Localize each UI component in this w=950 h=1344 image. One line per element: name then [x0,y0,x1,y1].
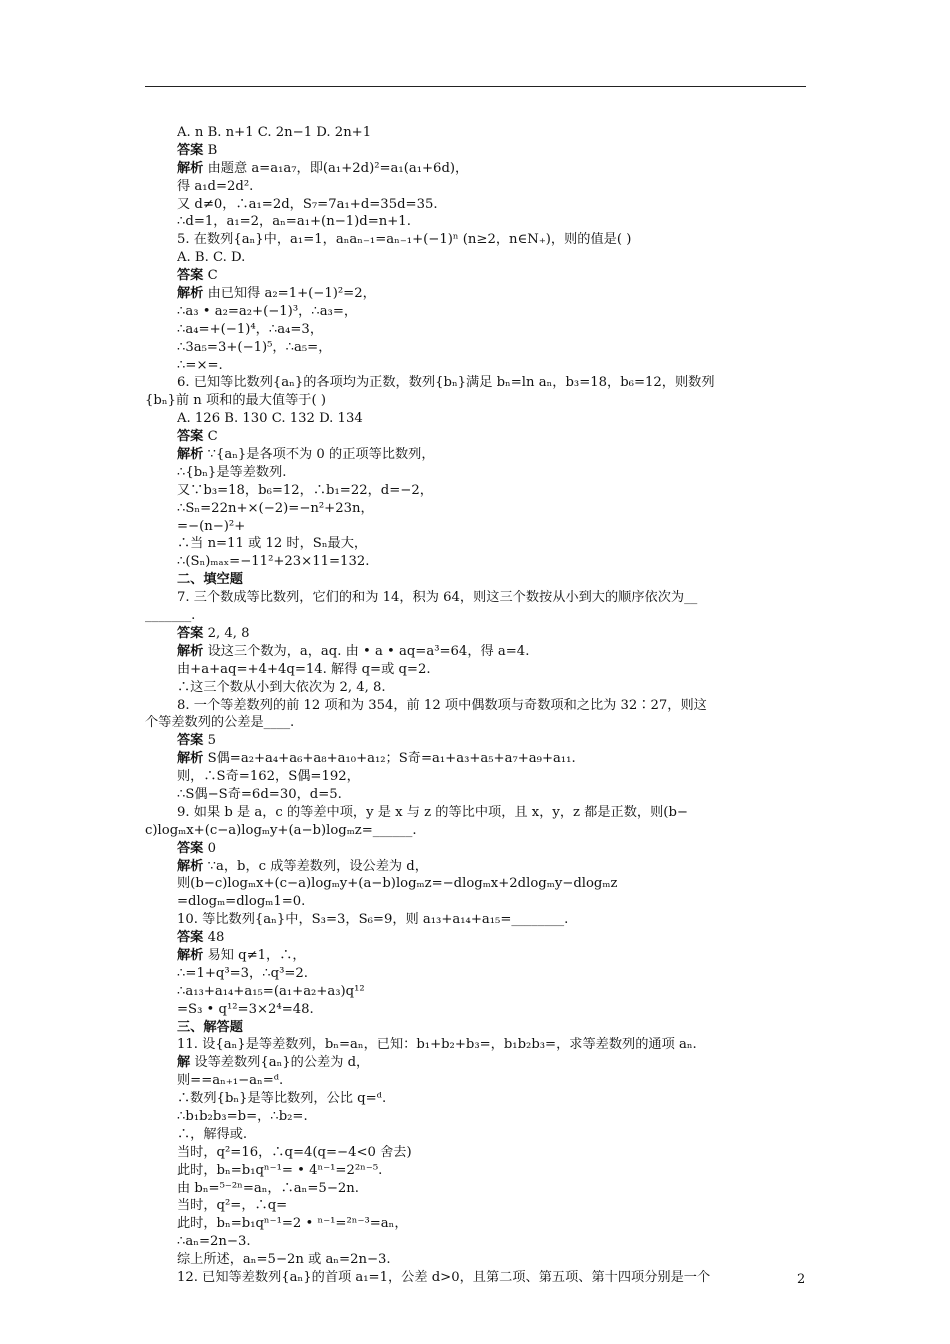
text-line [177,1019,807,1037]
label-keyword: 答案 [177,268,204,284]
label-value: 48 [203,930,225,946]
label-keyword: 解析 [177,858,204,874]
text-line: 则(b−c)logₘx+(c−a)logₘy+(a−b)logₘz=−dlogₘx+2dlogₘy−dlogₘz [177,876,618,892]
text-line: 8. 一个等差数列的前 12 项和为 354，前 12 项中偶数项与奇数项和之比为 32∶27，则这 [177,697,707,713]
text-line: ∴d=1，a₁=2，aₙ=a₁+(n−1)d=n+1. [177,214,411,230]
text-line: _______. [145,608,196,624]
text-line: 得 a₁d=2d². [177,178,254,194]
text-line [177,947,807,965]
text-line [177,267,807,285]
label-keyword: 解析 [177,447,204,463]
label-value: C [203,429,218,445]
text-line: 个等差数列的公差是____. [145,715,295,731]
text-line: 由+a+aq=+4+4q=14. 解得 q=或 q=2. [177,661,431,677]
label-value: C [203,268,218,284]
text-line [177,571,807,589]
text-line [177,750,807,768]
text-line: ∴a₁₃+a₁₄+a₁₅=(a₁+a₂+a₃)q¹² [177,983,365,999]
text-line: ∴S偶−S奇=6d=30，d=5. [177,786,342,802]
text-line [177,285,807,303]
label-value: 0 [203,840,216,856]
text-line: A. 126 B. 130 C. 132 D. 134 [177,411,363,427]
label-keyword: 答案 [177,142,204,158]
text-line: 则==aₙ₊₁−aₙ=ᵈ. [177,1073,284,1089]
text-line: ∴(Sₙ)ₘₐₓ=−11²+23×11=132. [177,554,370,570]
label-value: 易知 q≠1，∴， [203,947,306,963]
label-keyword: 答案 [177,840,204,856]
header-rule [145,86,806,87]
text-line: A. B. C. D. [177,250,246,266]
text-line: c)logₘx+(c−a)logₘy+(a−b)logₘz=______. [145,822,417,838]
text-line: ∴Sₙ=22n+×(−2)=−n²+23n， [177,500,374,516]
text-line [177,160,807,178]
text-line [177,643,807,661]
text-line [177,446,807,464]
label-value: 5 [203,733,216,749]
text-line: 6. 已知等比数列{aₙ}的各项均为正数，数列{bₙ}满足 bₙ=ln aₙ，b₃=18，b₆=12，则数列 [177,375,715,391]
label-value: 2, 4, 8 [203,625,250,641]
page-number: 2 [797,1272,806,1287]
label-keyword: 解析 [177,751,204,767]
text-line: 5. 在数列{aₙ}中，a₁=1，aₙaₙ₋₁=aₙ₋₁+(−1)ⁿ (n≥2，n∈N₊)，则的值是( ) [177,232,632,248]
text-line: 当时，q²=16，∴q=4(q=−4<0 舍去) [177,1144,412,1160]
label-keyword: 答案 [177,930,204,946]
text-line: ∴数列{bₙ}是等比数列，公比 q=ᵈ. [177,1091,387,1107]
text-line: ∴=×=. [177,357,223,373]
label-value: ∵a，b，c 成等差数列，设公差为 d， [203,858,428,874]
text-line: ∴，解得或. [177,1126,248,1142]
text-line: 当时，q²=，∴q= [177,1198,288,1214]
label-keyword: 解 [177,1055,191,1071]
text-line: ∴a₄=+(−1)⁴，∴a₄=3， [177,321,324,337]
text-line: ∴3a₅=3+(−1)⁵，∴a₅=， [177,339,332,355]
text-line: 此时，bₙ=b₁qⁿ⁻¹=2 • ⁿ⁻¹=²ⁿ⁻³=aₙ， [177,1216,408,1232]
label-keyword: 答案 [177,733,204,749]
text-line [177,625,807,643]
text-line [177,858,807,876]
text-line: A. n B. n+1 C. 2n−1 D. 2n+1 [177,125,372,140]
label-keyword: 解析 [177,160,204,176]
label-value: 由题意 a=a₁a₇，即(a₁+2d)²=a₁(a₁+6d)， [203,160,469,176]
text-line: ∴aₙ=2n−3. [177,1234,251,1250]
text-line: =S₃ • q¹²=3×2⁴=48. [177,1001,314,1017]
label-keyword: 解析 [177,947,204,963]
text-line [177,428,807,446]
text-line: ∴当 n=11 或 12 时，Sₙ最大， [177,536,368,552]
label-keyword: 答案 [177,625,204,641]
text-line: {bₙ}前 n 项和的最大值等于( ) [145,393,326,409]
text-line: =−(n−)²+ [177,518,246,534]
document-body [145,124,807,1287]
label-keyword: 解析 [177,286,204,302]
text-line: 则，∴S奇=162，S偶=192， [177,769,360,785]
text-line: ∴{bₙ}是等差数列. [177,464,287,480]
text-line: ∴b₁b₂b₃=b=，∴b₂=. [177,1108,308,1124]
label-value: S偶=a₂+a₄+a₆+a₈+a₁₀+a₁₂；S奇=a₁+a₃+a₅+a₇+a₉+a₁₁. [203,751,576,767]
text-line: 12. 已知等差数列{aₙ}的首项 a₁=1，公差 d>0，且第二项、第五项、第十四项分别是一个 [177,1270,711,1285]
text-line: 综上所述，aₙ=5−2n 或 aₙ=2n−3. [177,1252,391,1268]
text-line [177,732,807,750]
label-value: 由已知得 a₂=1+(−1)²=2， [203,286,376,302]
text-line: 9. 如果 b 是 a，c 的等差中项，y 是 x 与 z 的等比中项，且 x，y，z 都是正数，则(b− [177,804,688,820]
label-keyword: 答案 [177,429,204,445]
text-line: ∴=1+q³=3，∴q³=2. [177,965,308,981]
text-line [177,1054,807,1072]
text-line [177,142,807,160]
text-line: 10. 等比数列{aₙ}中，S₃=3，S₆=9，则 a₁₃+a₁₄+a₁₅=________. [177,912,569,928]
text-line [177,929,807,947]
text-line: 由 bₙ=⁵⁻²ⁿ=aₙ，∴aₙ=5−2n. [177,1180,359,1196]
text-line: 此时，bₙ=b₁qⁿ⁻¹= • 4ⁿ⁻¹=2²ⁿ⁻⁵. [177,1162,383,1178]
label-keyword: 二、填空题 [177,572,243,588]
text-line: 又∵b₃=18，b₆=12，∴b₁=22，d=−2， [177,482,433,498]
label-keyword: 解析 [177,643,204,659]
label-keyword: 三、解答题 [177,1019,243,1035]
label-value: ∵{aₙ}是各项不为 0 的正项等比数列， [203,447,435,463]
text-line: =dlogₘ=dlogₘ1=0. [177,894,306,910]
text-line: 11. 设{aₙ}是等差数列，bₙ=aₙ，已知：b₁+b₂+b₃=，b₁b₂b₃=，求等差数列的通项 aₙ. [177,1037,697,1053]
label-value: 设等差数列{aₙ}的公差为 d， [190,1055,370,1071]
text-line: ∴a₃ • a₂=a₂+(−1)³，∴a₃=， [177,303,358,319]
label-value: B [203,142,218,158]
text-line: ∴这三个数从小到大依次为 2, 4, 8. [177,679,386,695]
text-line: 7. 三个数成等比数列，它们的和为 14，积为 64，则这三个数按从小到大的顺序依次为__ [177,590,698,606]
text-line: 又 d≠0，∴a₁=2d，S₇=7a₁+d=35d=35. [177,196,438,212]
label-value: 设这三个数为，a，aq. 由 • a • aq=a³=64，得 a=4. [203,643,530,659]
text-line [177,840,807,858]
